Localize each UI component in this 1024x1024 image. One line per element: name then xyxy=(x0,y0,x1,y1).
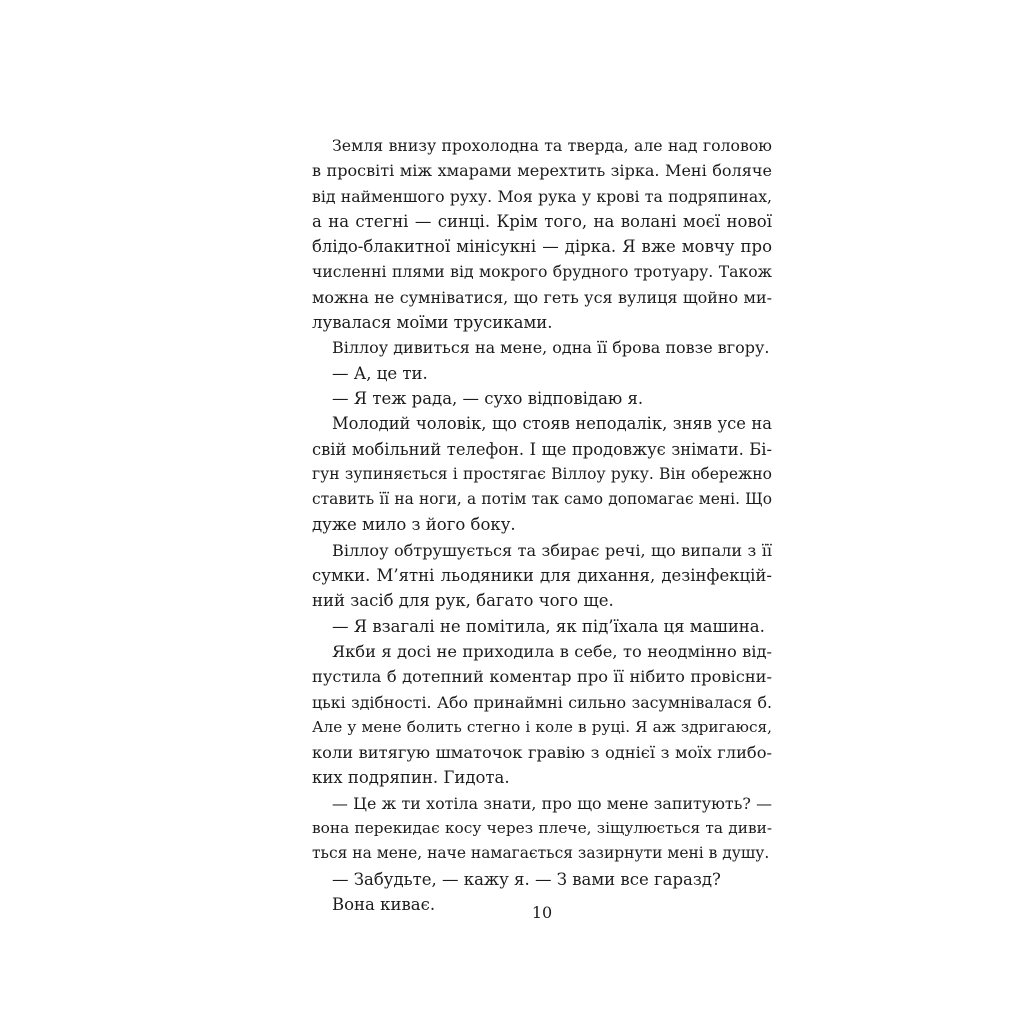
text-line: сумки. М’ятні льодяники для дихання, дезінфекцій- xyxy=(312,566,772,586)
text-line: численні плями від мокрого брудного тротуару. Також xyxy=(312,262,772,282)
text-line: Віллоу обтрушується та збирає речі, що випали з її xyxy=(332,540,772,560)
text-line: від найменшого руху. Моя рука у крові та подряпинах, xyxy=(312,186,772,206)
text-line: дуже мило з його боку. xyxy=(312,515,516,535)
text-line: а на стегні — синці. Крім того, на волані моєї нової xyxy=(312,211,772,231)
text-line: блідо-блакитної мінісукні — дірка. Я вже мовчу про xyxy=(312,237,772,257)
dialogue-line: — Це ж ти хотіла знати, про що мене запитують? — xyxy=(332,793,772,813)
text-line: гун зупиняється і простягає Віллоу руку. Він обережно xyxy=(312,464,772,483)
text-line: коли витягую шматочок гравію з однієї з моїх глибо- xyxy=(312,743,772,763)
text-line: Вона киває. xyxy=(332,894,436,914)
dialogue-line: — Я теж рада, — сухо відповідаю я. xyxy=(332,388,644,408)
dialogue-line: — Забудьте, — кажу я. — З вами все гаразд? xyxy=(332,869,721,889)
text-line: пустила б дотепний коментар про її нібито провісни- xyxy=(312,667,772,687)
text-line: Якби я досі не приходила в себе, то неодмінно від- xyxy=(332,641,772,661)
text-line: ний засіб для рук, багато чого ще. xyxy=(312,591,614,611)
page-number: 10 xyxy=(531,903,553,922)
text-line: ться на мене, наче намагається зазирнути мені в душу. xyxy=(312,844,770,863)
dialogue-line: — А, це ти. xyxy=(332,363,428,383)
text-line: свій мобільний телефон. І ще продовжує знімати. Бі- xyxy=(312,439,772,459)
text-line: Віллоу дивиться на мене, одна її брова повзе вгору. xyxy=(332,338,770,358)
body-text xyxy=(312,133,772,917)
text-line: можна не сумніватися, що геть уся вулиця щойно ми- xyxy=(312,287,772,307)
text-line: ставить її на ноги, а потім так само допомагає мені. Що xyxy=(312,490,772,509)
text-line: Земля внизу прохолодна та тверда, але над головою xyxy=(332,136,772,155)
text-line: Але у мене болить стегно і коле в руці. Я аж здригаюся, xyxy=(312,717,772,736)
text-line: Молодий чоловік, що стояв неподалік, зняв усе на xyxy=(332,414,772,434)
dialogue-line: — Я взагалі не помітила, як під’їхала ця машина. xyxy=(332,616,765,636)
text-line: лувалася моїми трусиками. xyxy=(312,313,553,333)
text-line: в просвіті між хмарами мерехтить зірка. Мені боляче xyxy=(312,161,772,181)
text-line: ких подряпин. Гидота. xyxy=(312,768,510,788)
text-line: вона перекидає косу через плече, зіщулюється та диви- xyxy=(312,819,772,838)
text-line: цькі здібності. Або принаймні сильно засумнівалася б. xyxy=(312,692,772,712)
